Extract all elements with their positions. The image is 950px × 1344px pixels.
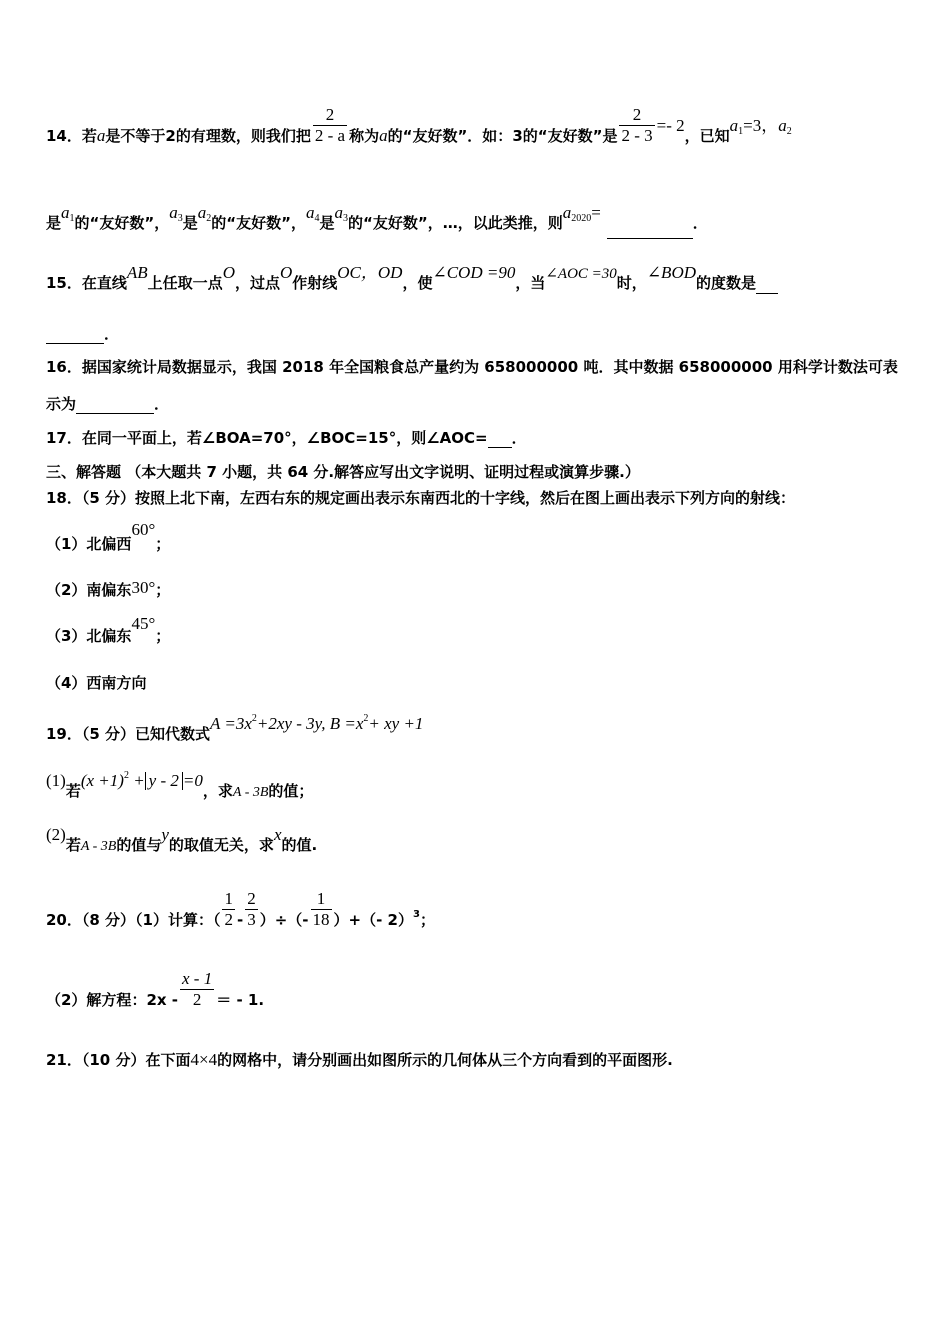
q20-line2: （2）解方程：2x - $\frac{x - 1}{2}$ ＝ - 1. [46, 969, 265, 1009]
q19-number: 19． [46, 725, 82, 743]
answer-blank [607, 224, 693, 239]
answer-blank [46, 329, 104, 344]
q14-line2: 是$a_1$的“友好数”，$a_3$是$a_2$的“友好数”，$a_4$是$a_3$的“友好数”，…，以此类推，则$a_{2020}=$． [46, 213, 708, 239]
q15-line1: 15．在直线AB上任取一点O，过点O作射线OC，OD，使∠COD =90，当∠AOC =30时，∠BOD的度数是 [46, 273, 778, 294]
section-heading: 三、解答题 （本大题共 7 小题，共 64 分.解答应写出文字说明、证明过程或演算步骤.） [46, 463, 640, 481]
q16-number: 16． [46, 358, 82, 376]
q20-line1: 20．（8 分）（1）计算：（ $\frac{1}{2}$ - $\frac{2}{3}$ ）÷（- $\frac{1}{18}$ ）+（- 2）$^3$； [46, 889, 435, 929]
q16-line1: 16．据国家统计局数据显示，我国 2018 年全国粮食总产量约为 658000000 吨．其中数据 658000000 用科学计数法可表 [46, 358, 898, 376]
q18-line: 18．（5 分）按照上北下南，左西右东的规定画出表示东南西北的十字线，然后在图上画出表示下列方向的射线： [46, 489, 796, 507]
friendly-number-fraction: $\frac{2}{2 - a}$ [314, 105, 346, 145]
answer-blank [756, 279, 778, 294]
q18-item4: （4）西南方向 [46, 674, 147, 692]
q15-number: 15． [46, 274, 82, 292]
q18-number: 18． [46, 489, 82, 507]
q21-number: 21． [46, 1051, 82, 1069]
q19-part2: (2)若A - 3B的值与y的取值无关，求x的值. [46, 825, 318, 854]
q18-item1: （1）北偏西60°； [46, 520, 171, 553]
q14-line1: 14．若a是不等于2的有理数，则我们把 $\frac{2}{2 - a}$ 称为a的“友好数”．如：3的“友好数”是 $\frac{2}{2 - 3}$ =- 2，已知$a_1=3$，$a_2$ [46, 105, 792, 145]
algebra-expression: $A =3x^2+2xy - 3y$, $B =x^2+$ xy +1 [210, 713, 424, 733]
q21-line: 21．（10 分）在下面4×4的网格中，请分别画出如图所示的几何体从三个方向看到的平面图形. [46, 1050, 673, 1069]
q16-line2: 示为 ． [46, 395, 170, 413]
q15-line2: ． [46, 324, 119, 344]
q17-number: 17． [46, 429, 82, 447]
q17-line: 17．在同一平面上，若∠BOA=70°，∠BOC=15°，则∠AOC= ． [46, 429, 527, 447]
q18-item3: （3）北偏东45°； [46, 614, 171, 645]
answer-blank [488, 433, 512, 448]
q14-number: 14． [46, 127, 82, 145]
answer-blank [76, 399, 154, 414]
q18-item2: （2）南偏东30°； [46, 578, 171, 599]
q20-number: 20． [46, 911, 82, 929]
q19-line: 19．（5 分）已知代数式$A =3x^2+2xy - 3y$, $B =x^2+$ xy +1 [46, 713, 424, 743]
example-fraction: $\frac{2}{2 - 3}$ [621, 105, 653, 145]
q19-part1: (1)若$(x +1)^2 + y - 2 =0$，求A - 3B的值； [46, 770, 314, 800]
